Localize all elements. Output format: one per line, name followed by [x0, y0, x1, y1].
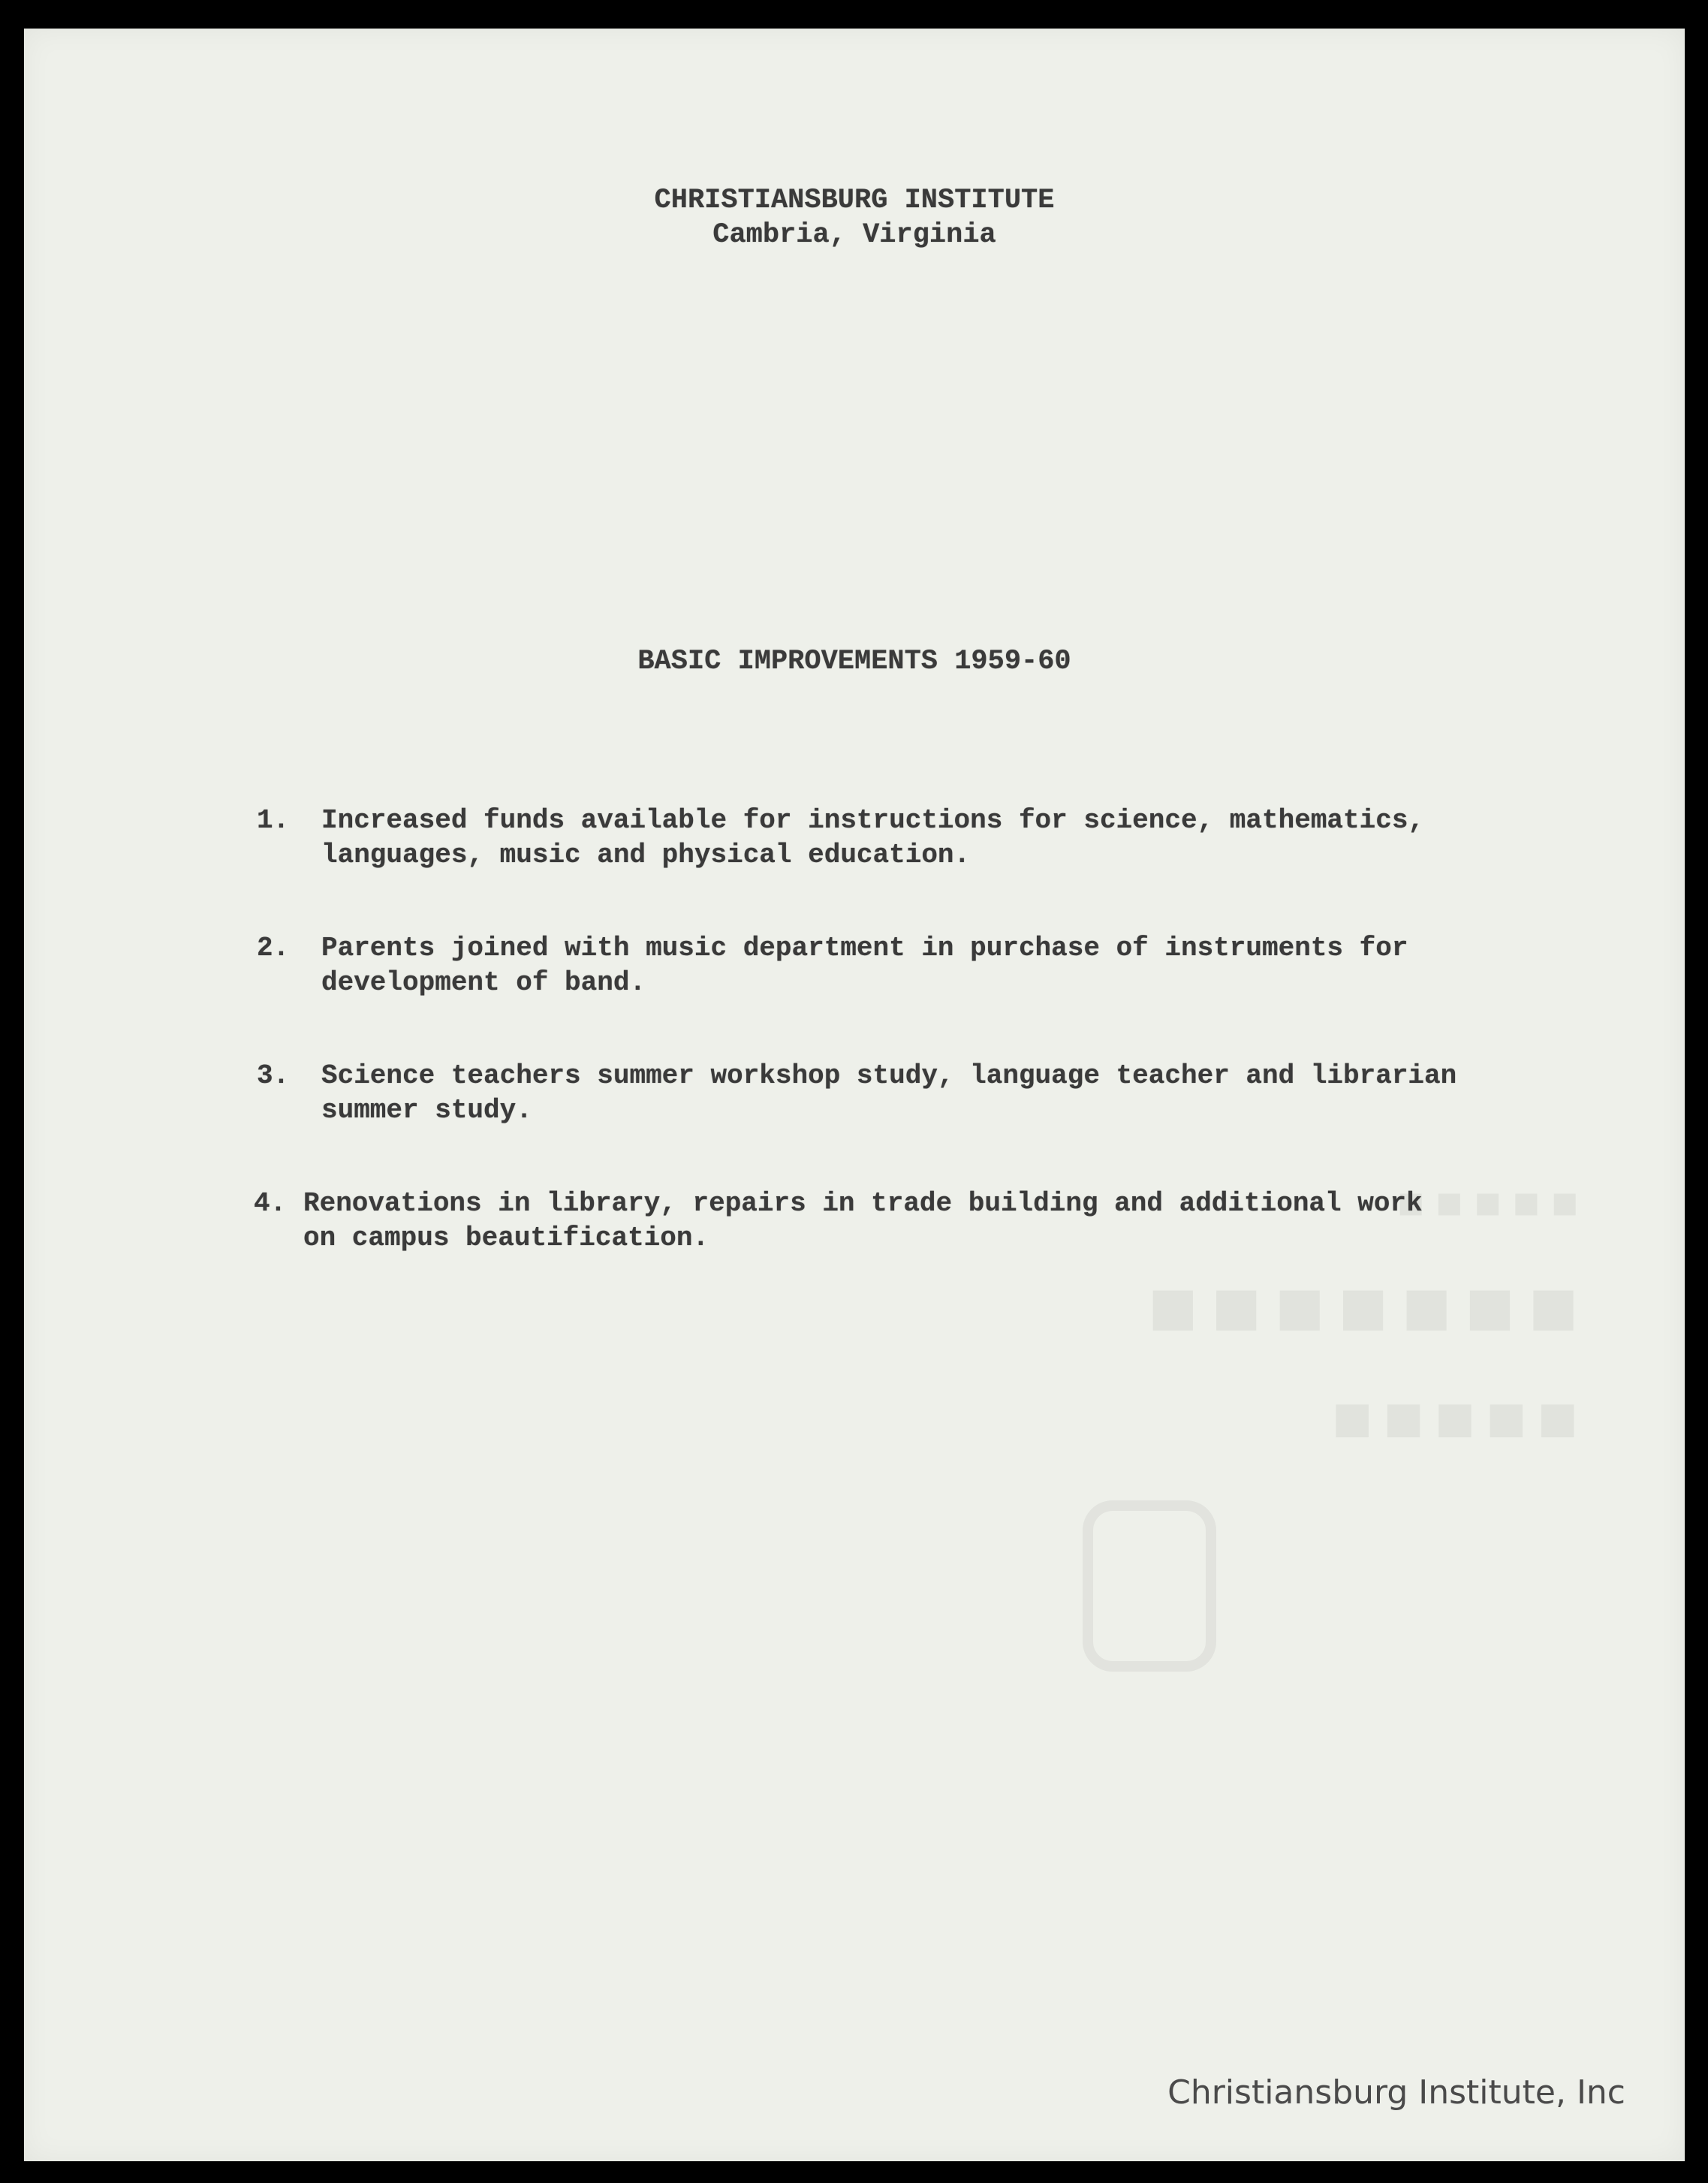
item-text-line: Increased funds available for instructions for science, mathematics, — [321, 805, 1425, 836]
list-item — [257, 1059, 1518, 1128]
improvements-list — [254, 804, 1518, 1314]
item-number: 1. — [257, 805, 290, 836]
item-number: 4. — [254, 1188, 287, 1219]
item-number: 3. — [257, 1060, 290, 1091]
list-item — [257, 804, 1518, 873]
watermark-text: Christiansburg Institute, Inc — [1167, 2073, 1625, 2112]
item-text-line: Science teachers summer workshop study, language teacher and librarian — [321, 1060, 1457, 1091]
reverse-side-bleed-through: ■ ■ ■ ■ ■ ■■■■■■■ ■■■■■ — [842, 1110, 1578, 1696]
item-number: 2. — [257, 933, 290, 963]
list-item — [254, 1186, 1515, 1256]
document-page — [24, 29, 1685, 2161]
item-text-line: Renovations in library, repairs in trade building and additional work — [303, 1188, 1423, 1219]
item-text-line: on campus beautification. — [303, 1223, 709, 1253]
item-text-line: Parents joined with music department in purchase of instruments for — [321, 933, 1408, 963]
document-header — [24, 183, 1685, 252]
institution-location: Cambria, Virginia — [712, 219, 996, 251]
item-text-line: languages, music and physical education. — [321, 840, 971, 870]
institution-name: CHRISTIANSBURG INSTITUTE — [654, 185, 1055, 216]
list-item — [257, 931, 1518, 1000]
item-text-line: summer study. — [321, 1095, 532, 1126]
document-title: BASIC IMPROVEMENTS 1959-60 — [637, 646, 1071, 677]
item-text-line: development of band. — [321, 967, 646, 998]
